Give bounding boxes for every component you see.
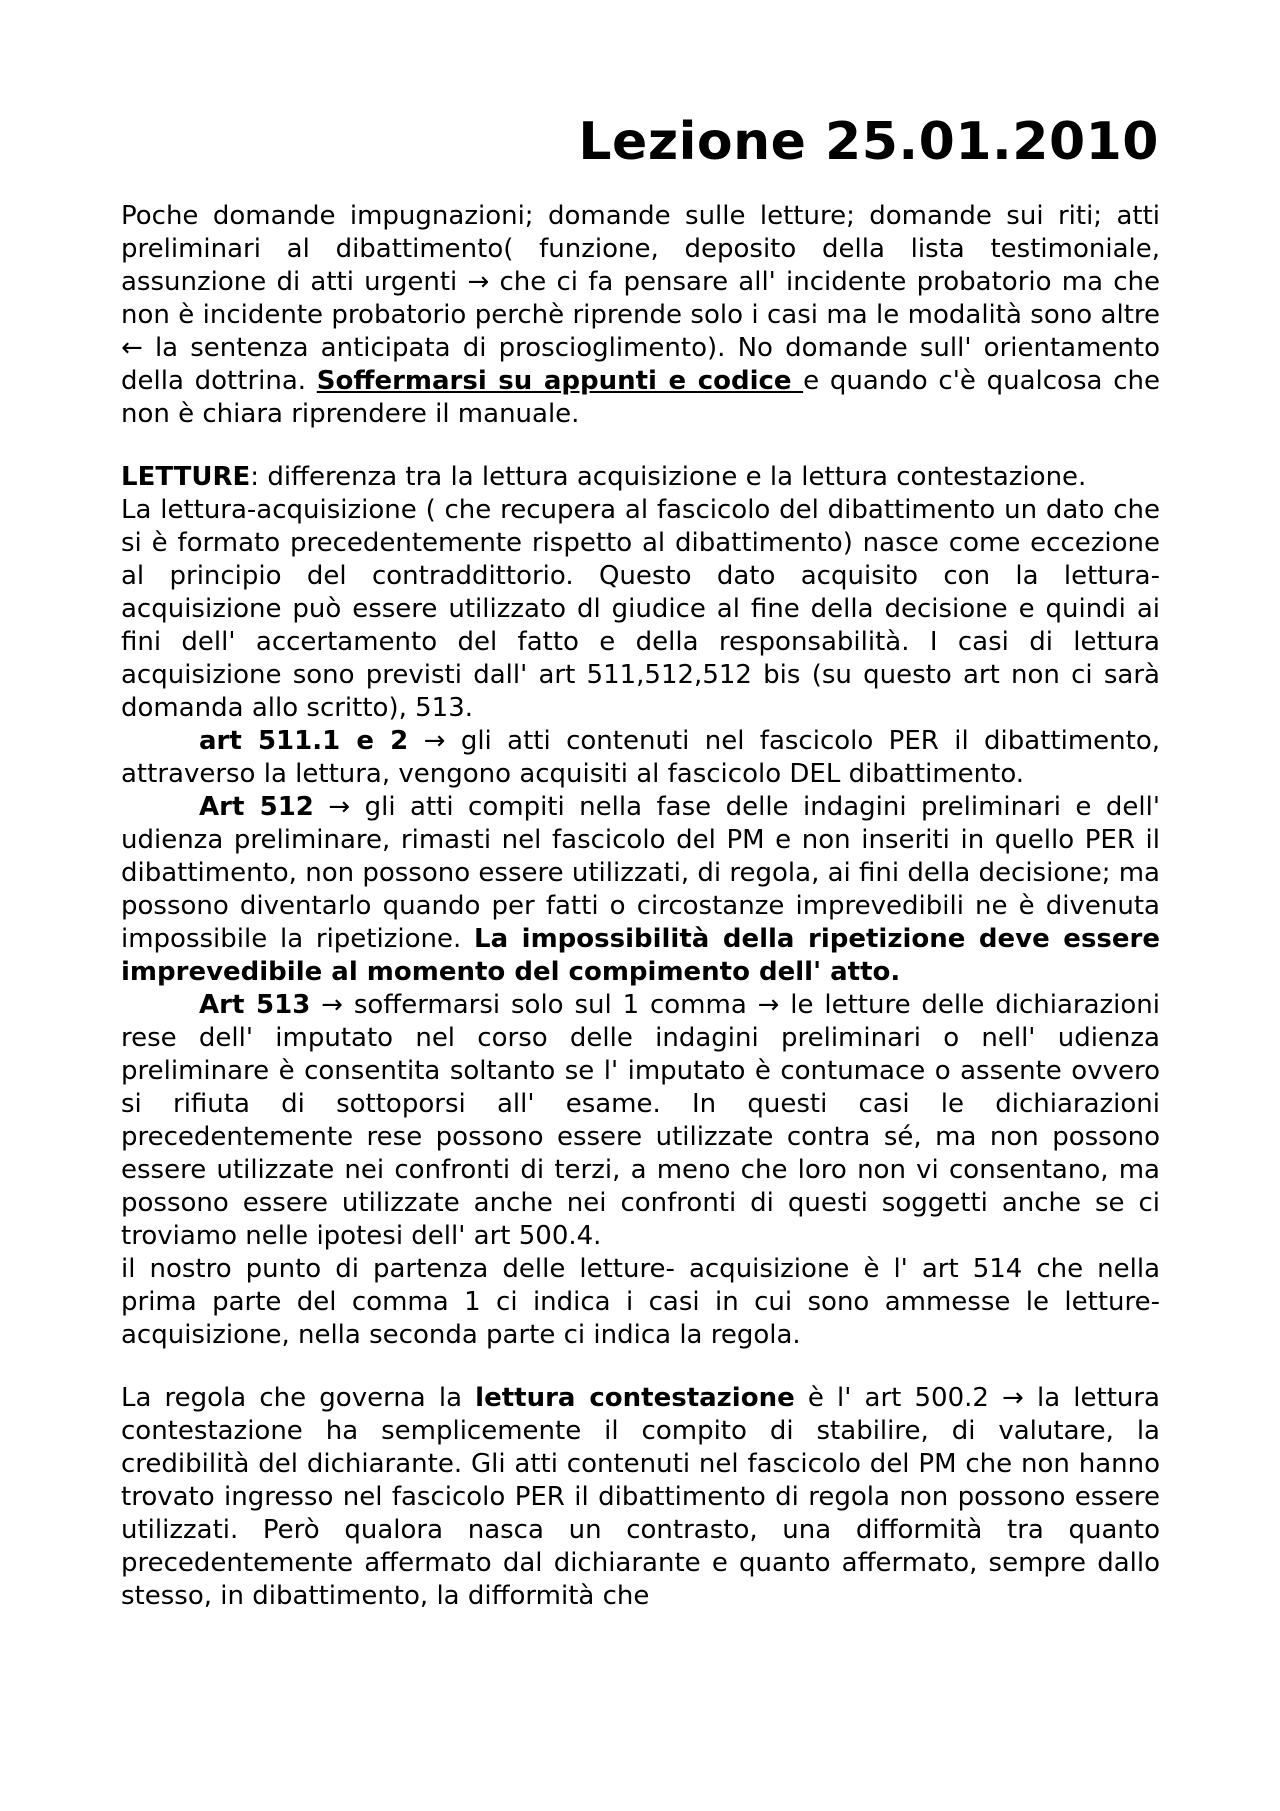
letture-label: LETTURE [121, 462, 251, 492]
contestazione-text: La regola che governa la [121, 1383, 476, 1413]
intro-underlined-text: Soffermarsi su appunti e codice [316, 366, 804, 396]
acquisizione-paragraph: La lettura-acquisizione ( che recupera al fascicolo del dibattimento un dato che si è formato precedentemente rispetto al dibattimento) nasce come eccezione al principio del contraddittorio. Questo dato acquisito con la lettura- acquisizione può essere utilizzato dl giudice al fine della decisione e quindi ai fini dell' accertamento del fatto e della responsabilità. I casi di lettura acquisizione sono previsti dall' art 511,512,512 bis (su questo art non ci sarà domanda allo scritto), 513. [121, 495, 1160, 723]
art512-text: → gli atti compiti nella fase delle indagini preliminari e dell' udienza preliminare, rimasti nel fascicolo del PM e non inseriti in quello PER il dibattimento, non possono essere utilizzati, di regola, ai fini della decisione; ma possono diventarlo quando per fatti o circostanze imprevedibili ne è divenuta impossibile la ripetizione. [121, 792, 1160, 954]
intro-text: Poche domande impugnazioni; domande sulle letture; domande sui riti; atti preliminari al dibattimento( funzione, deposito della lista testimoniale, assunzione di atti urgenti → che ci fa pensare all' incidente probatorio ma che non è incidente probatorio perchè riprende solo i casi ma le modalità sono altre ← la sentenza anticipata di proscioglimento). No domande sull' orientamento della dottrina. [121, 201, 1160, 396]
document-body [121, 200, 1160, 1613]
contestazione-paragraph [121, 1382, 1160, 1613]
intro-paragraph [121, 200, 1160, 431]
art512-label: Art 512 [199, 792, 314, 822]
art511-label: art 511.1 e 2 [199, 726, 409, 756]
art512-paragraph [121, 791, 1160, 989]
art511-paragraph [121, 725, 1160, 791]
page-title: Lezione 25.01.2010 [578, 112, 1159, 172]
contestazione-bold-text: lettura contestazione [475, 1383, 795, 1413]
letture-paragraph [121, 461, 1160, 494]
art512-bold-text: La impossibilità della ripetizione deve essere imprevedibile al momento del compimento dell' atto. [121, 924, 1160, 987]
intro-text-end: e quando c'è qualcosa che non è chiara riprendere il manuale. [121, 366, 1160, 429]
letture-text: : differenza tra la lettura acquisizione e la lettura contestazione. [250, 462, 1087, 492]
art513-paragraph [121, 989, 1160, 1253]
contestazione-text-end: è l' art 500.2 → la lettura contestazione ha semplicemente il compito di stabilire, di valutare, la credibilità del dichiarante. Gli atti contenuti nel fascicolo del PM che non hanno trovato ingresso nel fascicolo PER il dibattimento di regola non possono essere utilizzati. Però qualora nasca un contrasto, una difformità tra quanto precedentemente affermato dal dichiarante e quanto affermato, sempre dallo stesso, in dibattimento, la difformità che [121, 1383, 1160, 1611]
art513-text: → soffermarsi solo sul 1 comma → le letture delle dichiarazioni rese dell' imputato nel corso delle indagini preliminari o nell' udienza preliminare è consentita soltanto se l' imputato è contumace o assente ovvero si rifiuta di sottoporsi all' esame. In questi casi le dichiarazioni precedentemente rese possono essere utilizzate contra sé, ma non possono essere utilizzate nei confronti di terzi, a meno che loro non vi consentano, ma possono essere utilizzate anche nei confronti di questi soggetti anche se ci troviamo nelle ipotesi dell' art 500.4. [121, 990, 1160, 1251]
art513-label: Art 513 [199, 990, 311, 1020]
art514-paragraph: il nostro punto di partenza delle letture- acquisizione è l' art 514 che nella prima parte del comma 1 ci indica i casi in cui sono ammesse le letture-acquisizione, nella seconda parte ci indica la regola. [121, 1254, 1160, 1350]
art511-text: → gli atti contenuti nel fascicolo PER il dibattimento, attraverso la lettura, vengono acquisiti al fascicolo DEL dibattimento. [121, 726, 1161, 789]
